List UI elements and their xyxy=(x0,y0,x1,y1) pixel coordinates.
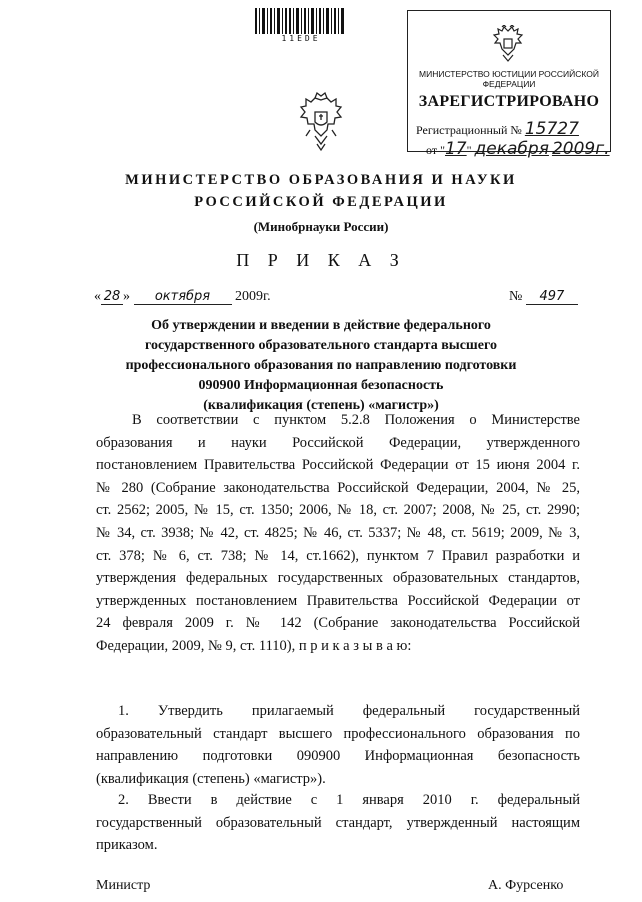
order-heading xyxy=(0,316,642,416)
text-line: утвержденных постановлением Правительства Российской Федерации от xyxy=(96,592,580,609)
stamp-reg-number: 15727 xyxy=(524,119,579,139)
text-line: Федерации, 2009, № 9, ст. 1110), п р и к а з ы в а ю: xyxy=(96,637,412,654)
barcode xyxy=(255,8,345,34)
text-line: 24 февраля 2009 г. № 142 (Собрание законодательства Российской xyxy=(96,615,580,632)
heading-line: Об утверждении и введении в действие федерального xyxy=(151,318,491,333)
stamp-registration-line xyxy=(416,119,579,139)
text-line: № 34, ст. 3938; № 42, ст. 4825; № 46, ст. 5337; № 48, ст. 5619; 2009, № 3, xyxy=(96,524,580,541)
order-year: 2009г. xyxy=(235,289,271,304)
stamp-date-line xyxy=(426,139,610,159)
order-date xyxy=(94,289,271,305)
order-number-value: 497 xyxy=(526,289,578,305)
text-line: направлению подготовки 090900 Информационная безопасность xyxy=(96,748,580,765)
text-line: В соответствии с пунктом 5.2.8 Положения о Министерстве xyxy=(132,412,580,428)
text-line: образования и науки Российской Федерации, утвержденного xyxy=(96,434,580,451)
heading-line: государственного образовательного стандарта высшего xyxy=(145,338,497,353)
text-line: 1. Утвердить прилагаемый федеральный государственный xyxy=(118,703,580,719)
signer-name: А. Фурсенко xyxy=(488,878,564,893)
double-headed-eagle-icon xyxy=(490,25,526,65)
order-month: октября xyxy=(134,289,232,305)
preamble-paragraph xyxy=(96,409,580,658)
text-line: утверждения федеральных государственных образовательных стандартов, xyxy=(96,570,580,587)
ministry-name-line1: МИНИСТЕРСТВО ОБРАЗОВАНИЯ И НАУКИ xyxy=(125,172,517,188)
clause-1-paragraph xyxy=(96,700,580,790)
signer-title: Министр xyxy=(96,878,151,893)
stamp-reg-label: Регистрационный № xyxy=(416,123,522,137)
order-number xyxy=(509,289,578,305)
order-number-label: № xyxy=(509,289,523,304)
stamp-date-quote: " xyxy=(466,143,472,157)
stamp-ministry-label: МИНИСТЕРСТВО ЮСТИЦИИ РОССИЙСКОЙ ФЕДЕРАЦИИ xyxy=(419,69,599,89)
ministry-short-name: (Минобрнауки России) xyxy=(253,219,389,234)
date-close-quote: » xyxy=(123,289,130,304)
clause-2-paragraph xyxy=(96,789,580,857)
heading-line: (квалификация (степень) «магистр») xyxy=(203,398,439,413)
text-line: образовательный стандарт высшего профессионального образования по xyxy=(96,725,580,742)
order-day: 28 xyxy=(101,289,123,305)
document-type-title: П Р И К А З xyxy=(236,250,406,270)
date-open-quote: « xyxy=(94,289,101,304)
heading-line: 090900 Информационная безопасность xyxy=(198,378,444,393)
text-line: постановлением Правительства Российской Федерации от 15 июня 2004 г. xyxy=(96,457,580,474)
text-line: № 280 (Собрание законодательства Российской Федерации, 2004, № 25, xyxy=(96,479,580,496)
text-line: государственный образовательный стандарт, утвержденный настоящим xyxy=(96,814,580,831)
stamp-date-year: 2009г. xyxy=(551,139,610,159)
text-line: ст. 2562; 2005, № 15, ст. 1350; 2006, № 18, ст. 2007; 2008, № 25, ст. 2990; xyxy=(96,502,580,519)
text-line: (квалификация (степень) «магистр»). xyxy=(96,770,326,787)
stamp-date-month: декабря xyxy=(474,139,549,159)
stamp-date-day: 17 xyxy=(444,139,467,159)
stamp-registered-label: ЗАРЕГИСТРИРОВАНО xyxy=(418,93,600,110)
ministry-name-line2: РОССИЙСКОЙ ФЕДЕРАЦИИ xyxy=(194,194,448,210)
heading-line: профессионального образования по направлению подготовки xyxy=(125,358,517,373)
text-line: ст. 378; № 6, ст. 738; № 14, ст.1662), пунктом 7 Правил разработки и xyxy=(96,547,580,564)
text-line: приказом. xyxy=(96,837,158,854)
registration-stamp xyxy=(407,10,611,159)
barcode-number: 11EDE xyxy=(281,34,321,43)
text-line: 2. Ввести в действие с 1 января 2010 г. федеральный xyxy=(118,792,580,808)
coat-of-arms-icon xyxy=(298,90,344,156)
stamp-date-prefix: от " xyxy=(426,143,445,157)
